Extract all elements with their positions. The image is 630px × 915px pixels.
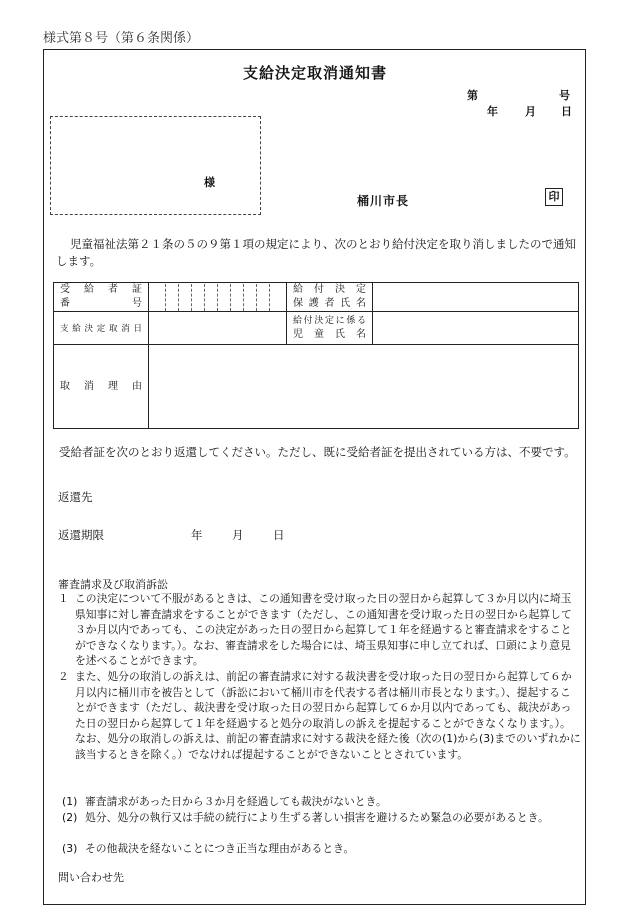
cancellation-reason-field bbox=[149, 345, 579, 429]
appeal-paragraph-2: ２ また、処分の取消しの訴えは、前記の審査請求に対する裁決書を受け取った日の翌日から起算して６か月以内に桶川市を被告として（訴訟において桶川市を代表する者は桶川市長となります。）、提起することができます（ただし、裁決書を受け取った日の翌日から起算して６か月以内であっても、裁決があった日の翌日から起算して１年を経過すると処分の取消しの訴えを提起することができなくなります。）。なお、処分の取消しの訴えは、前記の審査請求に対する裁決を経た後（次の(1)から(3)までのいずれかに該当するときを除く。）でなければ提起することができないこととされています。 bbox=[58, 670, 581, 761]
guardian-name-field bbox=[373, 283, 579, 312]
number-suffix: 号 bbox=[559, 89, 570, 102]
date-day-label: 日 bbox=[561, 105, 572, 118]
seal-mark: 印 bbox=[545, 188, 563, 206]
appeal-heading: 審査請求及び取消訴訟 bbox=[58, 578, 168, 591]
inquiry-label: 問い合わせ先 bbox=[58, 871, 124, 884]
form-number: 様式第８号（第６条関係） bbox=[43, 31, 200, 46]
return-deadline-label: 返還期限 bbox=[58, 528, 104, 542]
recipient-address-box bbox=[50, 116, 261, 215]
deadline-month-label: 月 bbox=[232, 528, 244, 542]
intro-paragraph: 児童福祉法第２１条の５の９第１項の規定により、次のとおり給付決定を取り消しましたので通知します。 bbox=[56, 237, 576, 268]
child-name-field bbox=[373, 312, 579, 345]
guardian-name-label: 給 付 決 定 保護者氏名 bbox=[287, 283, 373, 312]
number-prefix: 第 bbox=[467, 89, 478, 102]
recipient-suffix: 様 bbox=[204, 176, 215, 189]
cancellation-reason-label: 取 消 理 由 bbox=[54, 345, 149, 429]
info-table bbox=[53, 282, 579, 429]
date-month-label: 月 bbox=[525, 105, 536, 118]
exception-item-2: (2) 処分、処分の執行又は手続の続行により生ずる著しい損害を避けるため緊急の必要があるとき。 bbox=[62, 811, 549, 824]
appeal-paragraph-1: １ この決定について不服があるときは、この通知書を受け取った日の翌日から起算して３か月以内に埼玉県知事に対し審査請求をすることができます（ただし、この通知書を受け取った日の翌日から起算して３か月以内であっても、この決定があった日の翌日から起算して１年を経過すると審査請求をすることができなくなります。）。なお、審査請求をした場合には、埼玉県知事に申し立てれば、口頭により意見を述べることができます。 bbox=[58, 592, 572, 667]
exception-item-3: (3) その他裁決を経ないことにつき正当な理由があるとき。 bbox=[62, 842, 355, 855]
deadline-year-label: 年 bbox=[191, 528, 203, 542]
child-name-label: 給付決定に係る 児 童 氏 名 bbox=[287, 312, 373, 345]
date-year-label: 年 bbox=[487, 105, 498, 118]
recipient-cert-number-label: 受 給 者 証 番 号 bbox=[54, 283, 149, 312]
issuer-name: 桶川市長 bbox=[357, 194, 410, 208]
recipient-cert-number-field bbox=[149, 283, 287, 312]
return-instruction: 受給者証を次のとおり返還してください。ただし、既に受給者証を提出されている方は、不要です。 bbox=[59, 445, 576, 459]
return-destination-label: 返還先 bbox=[58, 490, 93, 504]
deadline-day-label: 日 bbox=[273, 528, 285, 542]
cancellation-date-field bbox=[149, 312, 287, 345]
document-title: 支給決定取消通知書 bbox=[242, 64, 387, 82]
cancellation-date-label: 支給決定取消日 bbox=[54, 312, 149, 345]
exception-item-1: (1) 審査請求があった日から３か月を経過しても裁決がないとき。 bbox=[62, 795, 387, 808]
